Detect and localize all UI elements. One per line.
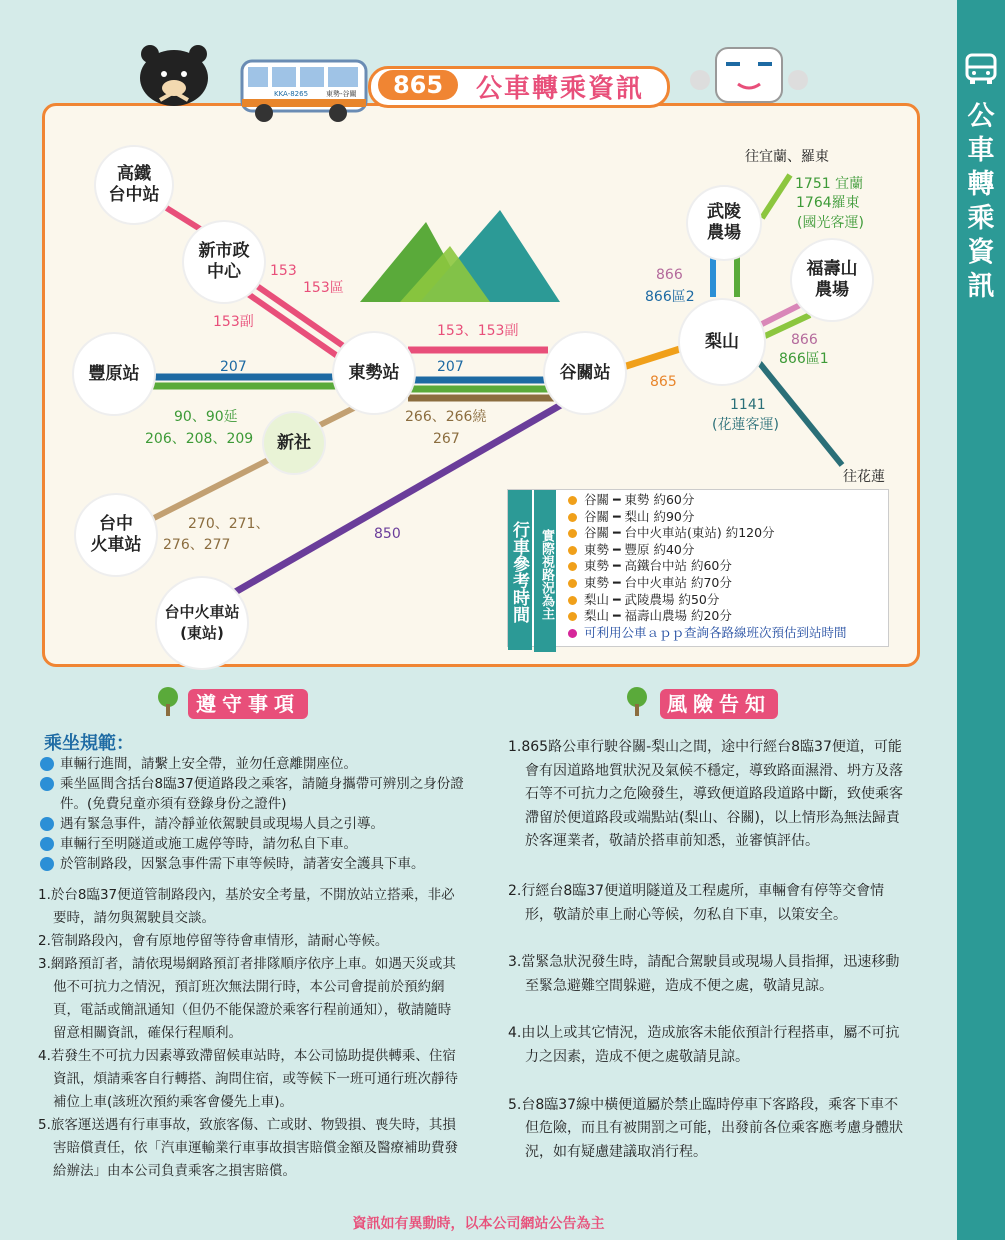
- route-label-866qu1: 866區1: [779, 351, 829, 367]
- list-item: 3.網路預訂者，請依現場網路預訂者排隊順序依序上車。如遇天災或其他不可抗力之情況，預訂班次無法開行時，本公司會提前於預約網頁，電話或簡訊通知（但仍不能保證於乘客行程前通知），敬請隨時留意相關資訊，確保行程順利。: [38, 956, 456, 1041]
- bus-plate: KKA-8265: [274, 90, 309, 98]
- list-item: 東勢 ━ 台中火車站 約70分: [566, 575, 847, 592]
- list-item: 車輛行至明隧道或施工處停等時，請勿私自下車。: [38, 834, 468, 854]
- route-label-266: 266、266繞: [405, 409, 487, 425]
- route-label-866-b: 866: [791, 332, 818, 348]
- section-heading-risk: 風險告知: [660, 689, 778, 719]
- route-label-90: 90、90延: [174, 409, 238, 425]
- list-item: 谷關 ━ 台中火車站(東站) 約120分: [566, 525, 847, 542]
- station-lishan: 梨山: [680, 300, 764, 384]
- route-label-153: 153: [270, 263, 297, 279]
- compliance-notes: [38, 884, 458, 1183]
- travel-time-condition: 實際視路況為主: [534, 490, 556, 652]
- list-item: 4.由以上或其它情況，造成旅客未能依預計行程搭車，屬不可抗力之因素，造成不便之處敬請見諒。: [508, 1025, 900, 1065]
- list-item: 5.台8臨37線中橫便道屬於禁止臨時停車下客路段，乘客下車不但危險，而且有被開罰之可能，出發前各位乘客應考慮身體狀況，如有疑慮建議取消行程。: [508, 1096, 903, 1160]
- route-label-1141: 1141: [730, 397, 766, 413]
- route-number: 865: [378, 70, 458, 100]
- route-label-206: 206、208、209: [145, 431, 254, 447]
- station-fushoushan-farm: 福壽山 農場: [792, 240, 872, 320]
- route-label-1751: 1751 宜蘭: [795, 176, 864, 192]
- list-item: 2.行經台8臨37便道明隧道及工程處所，車輛會有停等交會情形，敬請於車上耐心等候，勿私自下車，以策安全。: [508, 882, 885, 923]
- station-guguan: 谷關站: [545, 333, 625, 413]
- line-xinshi-dongshi-b: [238, 287, 346, 362]
- app-note: 可利用公車ａｐｐ查詢各路線班次預估到站時間: [566, 625, 847, 642]
- list-item: 1.於台8臨37便道管制路段內，基於安全考量，不開放站立搭乘，非必要時，請勿與駕駛員交談。: [38, 887, 455, 926]
- travel-time-label: 行車參考時間: [508, 490, 532, 650]
- route-label-hualien-bus: (花蓮客運): [712, 417, 779, 433]
- page-title: 公車轉乘資訊: [476, 74, 645, 104]
- ride-rules-list: [38, 754, 468, 874]
- station-wuling-farm: 武陵 農場: [688, 187, 760, 259]
- list-item: 梨山 ━ 福壽山農場 約20分: [566, 608, 847, 625]
- list-item: 東勢 ━ 高鐵台中站 約60分: [566, 558, 847, 575]
- list-item: 1.865路公車行駛谷關-梨山之間，途中行經台8臨37便道，可能會有因道路地質狀況及氣候不穩定，導致路面濕滑、坍方及落石等不可抗力之危險發生，導致便道路段道路中斷，致使乘客滯留於便道路段或端點站(梨山、谷關)，以上情形為無法歸責於客運業者，敬請於搭車前知悉，並審慎評估。: [508, 739, 903, 850]
- station-xinshizheng: 新市政 中心: [184, 222, 264, 302]
- tree-icon: [623, 686, 651, 716]
- bus-sign: 東勢-谷關: [326, 90, 357, 98]
- tree-icon: [154, 686, 182, 716]
- sidebar-title: 公 車 轉 乘 資 訊: [967, 101, 995, 302]
- list-item: 於管制路段，因緊急事件需下車等候時，請著安全護具下車。: [38, 854, 468, 874]
- route-label-276: 276、277: [163, 537, 231, 553]
- route-label-267: 267: [433, 431, 460, 447]
- route-label-153qu: 153區: [303, 280, 344, 296]
- list-item: 遇有緊急事件，請冷靜並依駕駛員或現場人員之引導。: [38, 814, 468, 834]
- destination-hualien: 往花蓮: [843, 469, 885, 485]
- risk-notes: [508, 736, 908, 1164]
- line-hsr-xinshi: [165, 207, 205, 232]
- line-wuling-yilan: [762, 175, 790, 218]
- route-label-207-b: 207: [437, 359, 464, 375]
- list-item: 梨山 ━ 武陵農場 約50分: [566, 592, 847, 609]
- travel-time-list: [566, 492, 847, 641]
- station-hsr-taichung: 高鐵 台中站: [96, 147, 172, 223]
- route-label-153fu: 153副: [213, 314, 254, 330]
- list-item: 谷關 ━ 梨山 約90分: [566, 509, 847, 526]
- list-item: 4.若發生不可抗力因素導致滯留候車站時，本公司協助提供轉乘、住宿資訊，煩請乘客自行轉搭、詢問住宿，或等候下一班可通行班次靜待補位上車(該班次預約乘客會優先上車)。: [38, 1048, 458, 1110]
- destination-yilan: 往宜蘭、羅東: [745, 149, 829, 165]
- footer-note: 資訊如有異動時，以本公司網站公告為主: [352, 1216, 605, 1232]
- line-train-xinshe: [150, 455, 278, 520]
- list-item: 3.當緊急狀況發生時，請配合駕駛員或現場人員指揮，迅速移動至緊急避難空間躲避，造成不便之處，敬請見諒。: [508, 954, 900, 994]
- route-label-270: 270、271、: [188, 516, 270, 532]
- station-fengyuan: 豐原站: [74, 334, 154, 414]
- list-item: 車輛行進間，請繫上安全帶，並勿任意離開座位。: [38, 754, 468, 774]
- mountain-icon: [360, 210, 560, 306]
- route-label-153-153fu: 153、153副: [437, 323, 519, 339]
- route-label-866-a: 866: [656, 267, 683, 283]
- route-label-1764: 1764羅東: [796, 195, 860, 211]
- route-label-865: 865: [650, 374, 677, 390]
- ride-rules-title: 乘坐規範：: [44, 733, 134, 754]
- route-label-kuokuang: (國光客運): [797, 215, 864, 231]
- line-lishan-hualien: [757, 360, 842, 465]
- list-item: 5.旅客運送遇有行車事故，致旅客傷、亡或財、物毀損、喪失時，其損害賠償責任，依「汽車運輸業行車事故損害賠償金額及醫療補助費發給辦法」由本公司負責乘客之損害賠償。: [38, 1117, 458, 1179]
- station-taichung-east: 台中火車站 (東站): [157, 578, 247, 668]
- station-taichung-train: 台中 火車站: [76, 495, 156, 575]
- section-heading-compliance: 遵守事項: [188, 689, 308, 719]
- list-item: 東勢 ━ 豐原 約40分: [566, 542, 847, 559]
- route-label-207-a: 207: [220, 359, 247, 375]
- list-item: 乘坐區間含括台8臨37便道路段之乘客，請隨身攜帶可辨別之身份證件。(免費兒童亦須有登錄身份之證件): [38, 774, 468, 814]
- bus-icon: [962, 52, 1000, 86]
- list-item: 2.管制路段內，會有原地停留等待會車情形，請耐心等候。: [38, 933, 389, 949]
- route-label-866qu2: 866區2: [645, 289, 695, 305]
- station-dongshi: 東勢站: [334, 333, 414, 413]
- route-label-850: 850: [374, 526, 401, 542]
- line-guguan-lishan: [620, 348, 683, 368]
- list-item: 谷關 ━ 東勢 約60分: [566, 492, 847, 509]
- travel-time-box: [507, 489, 889, 647]
- station-xinshe: 新社: [264, 413, 324, 473]
